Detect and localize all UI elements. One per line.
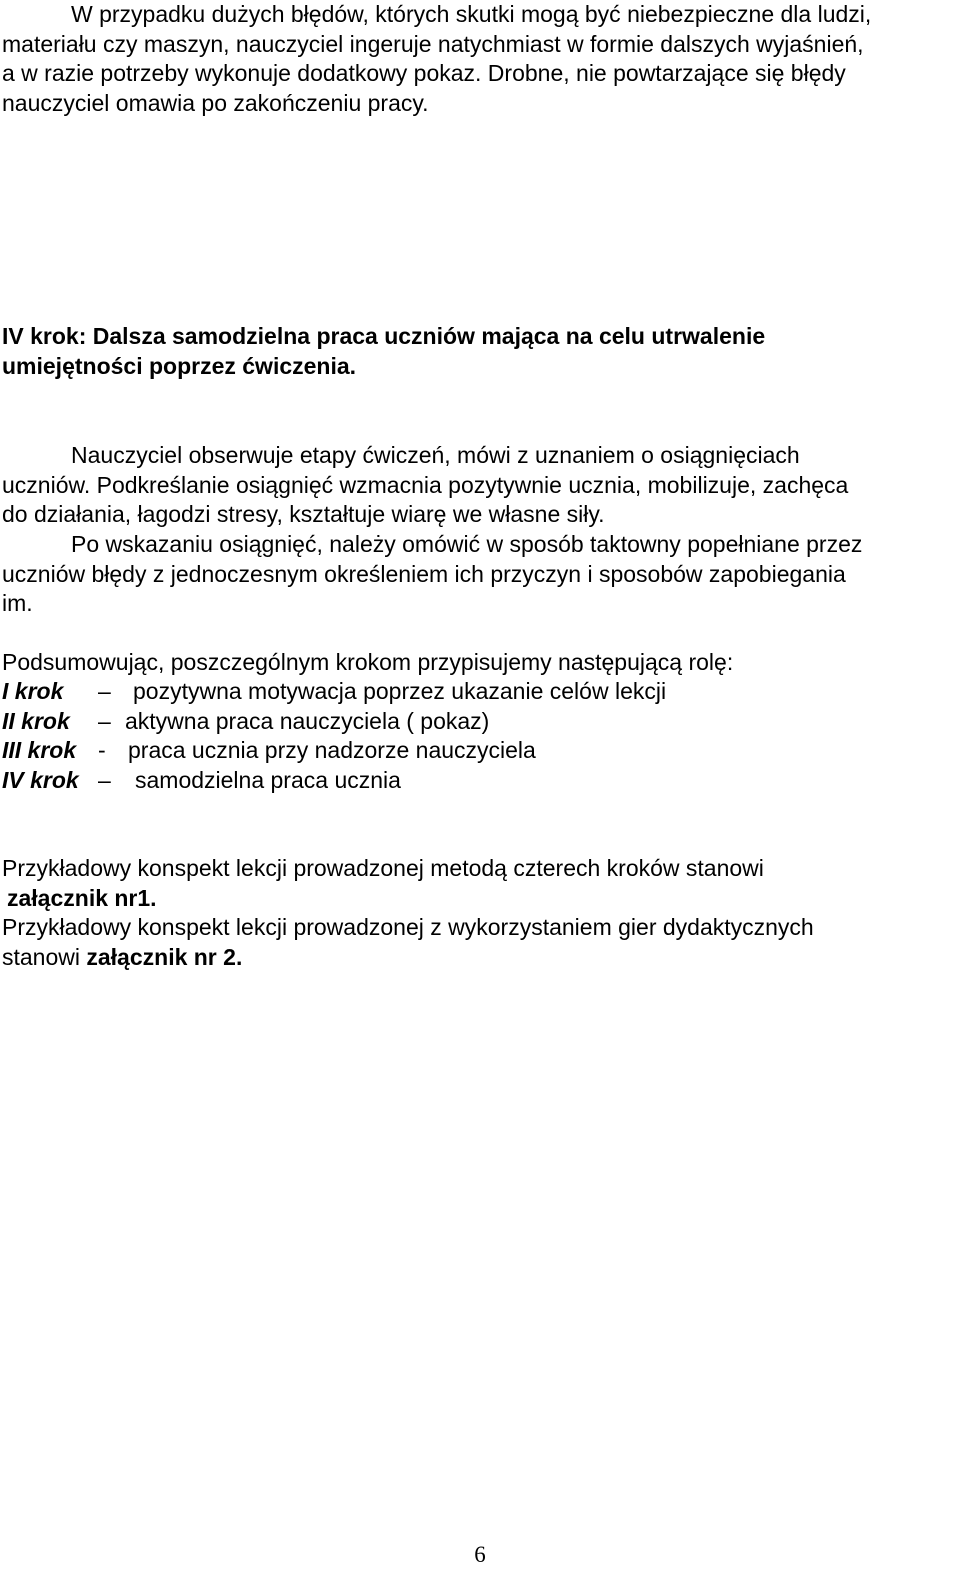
step-label: II krok — [2, 708, 70, 734]
attachment-2 — [2, 913, 957, 972]
step-row-4 — [2, 766, 401, 796]
step-label: IV krok — [2, 767, 79, 793]
text-line: uczniów. Podkreślanie osiągnięć wzmacnia pozytywnie ucznia, mobilizuje, zachęca — [2, 471, 849, 498]
step-separator: – — [98, 767, 111, 793]
step-description: pozytywna motywacja poprzez ukazanie celów lekcji — [133, 678, 667, 704]
attachment-2-reference: załącznik nr 2. — [86, 943, 243, 970]
heading-line: IV krok: Dalsza samodzielna praca uczniów mająca na celu utrwalenie — [2, 323, 766, 349]
text-line: materiału czy maszyn, nauczyciel ingeruje natychmiast w formie dalszych wyjaśnień, — [2, 30, 864, 57]
text-line: W przypadku dużych błędów, których skutki mogą być niebezpieczne dla ludzi, — [71, 1, 872, 27]
heading-line: umiejętności poprzez ćwiczenia. — [2, 352, 357, 379]
page-number: 6 — [474, 1542, 486, 1567]
section-heading — [2, 322, 957, 381]
step-separator: – — [98, 708, 111, 734]
attachment-2-prefix: stanowi — [2, 943, 87, 970]
text-line: Po wskazaniu osiągnięć, należy omówić w sposób taktowny popełniane przez — [71, 531, 863, 557]
text-line: Przykładowy konspekt lekcji prowadzonej metodą czterech kroków stanowi — [2, 855, 764, 881]
step-separator: – — [98, 678, 111, 704]
text-line — [2, 943, 957, 973]
step-row-1 — [2, 677, 666, 707]
text-line: a w razie potrzeby wykonuje dodatkowy pokaz. Drobne, nie powtarzające się błędy — [2, 60, 846, 86]
step-description: praca ucznia przy nadzorze nauczyciela — [128, 737, 536, 763]
text-line: Nauczyciel obserwuje etapy ćwiczeń, mówi z uznaniem o osiągnięciach — [71, 442, 800, 468]
text-line: im. — [2, 590, 33, 616]
text-line: do działania, łagodzi stresy, kształtuje wiarę we własne siły. — [2, 501, 605, 527]
step-separator: - — [98, 737, 106, 763]
step-description: aktywna praca nauczyciela ( pokaz) — [125, 708, 490, 734]
text-line: uczniów błędy z jednoczesnym określeniem ich przyczyn i sposobów zapobiegania — [2, 560, 846, 587]
attachment-1-reference: załącznik nr1. — [7, 884, 157, 911]
step-label: III krok — [2, 737, 77, 763]
step-label: I krok — [2, 678, 64, 704]
paragraph-achievements — [2, 530, 957, 619]
attachment-1 — [2, 854, 957, 913]
summary-intro — [2, 648, 957, 678]
step-row-2 — [2, 707, 489, 737]
step-description: samodzielna praca ucznia — [135, 767, 401, 793]
paragraph-errors — [2, 0, 957, 118]
summary-intro-text: Podsumowując, poszczególnym krokom przypisujemy następującą rolę: — [2, 649, 734, 675]
text-line: Przykładowy konspekt lekcji prowadzonej z wykorzystaniem gier dydaktycznych — [2, 914, 814, 940]
text-line: nauczyciel omawia po zakończeniu pracy. — [2, 89, 429, 116]
paragraph-observation — [2, 441, 957, 530]
step-row-3 — [2, 736, 536, 766]
